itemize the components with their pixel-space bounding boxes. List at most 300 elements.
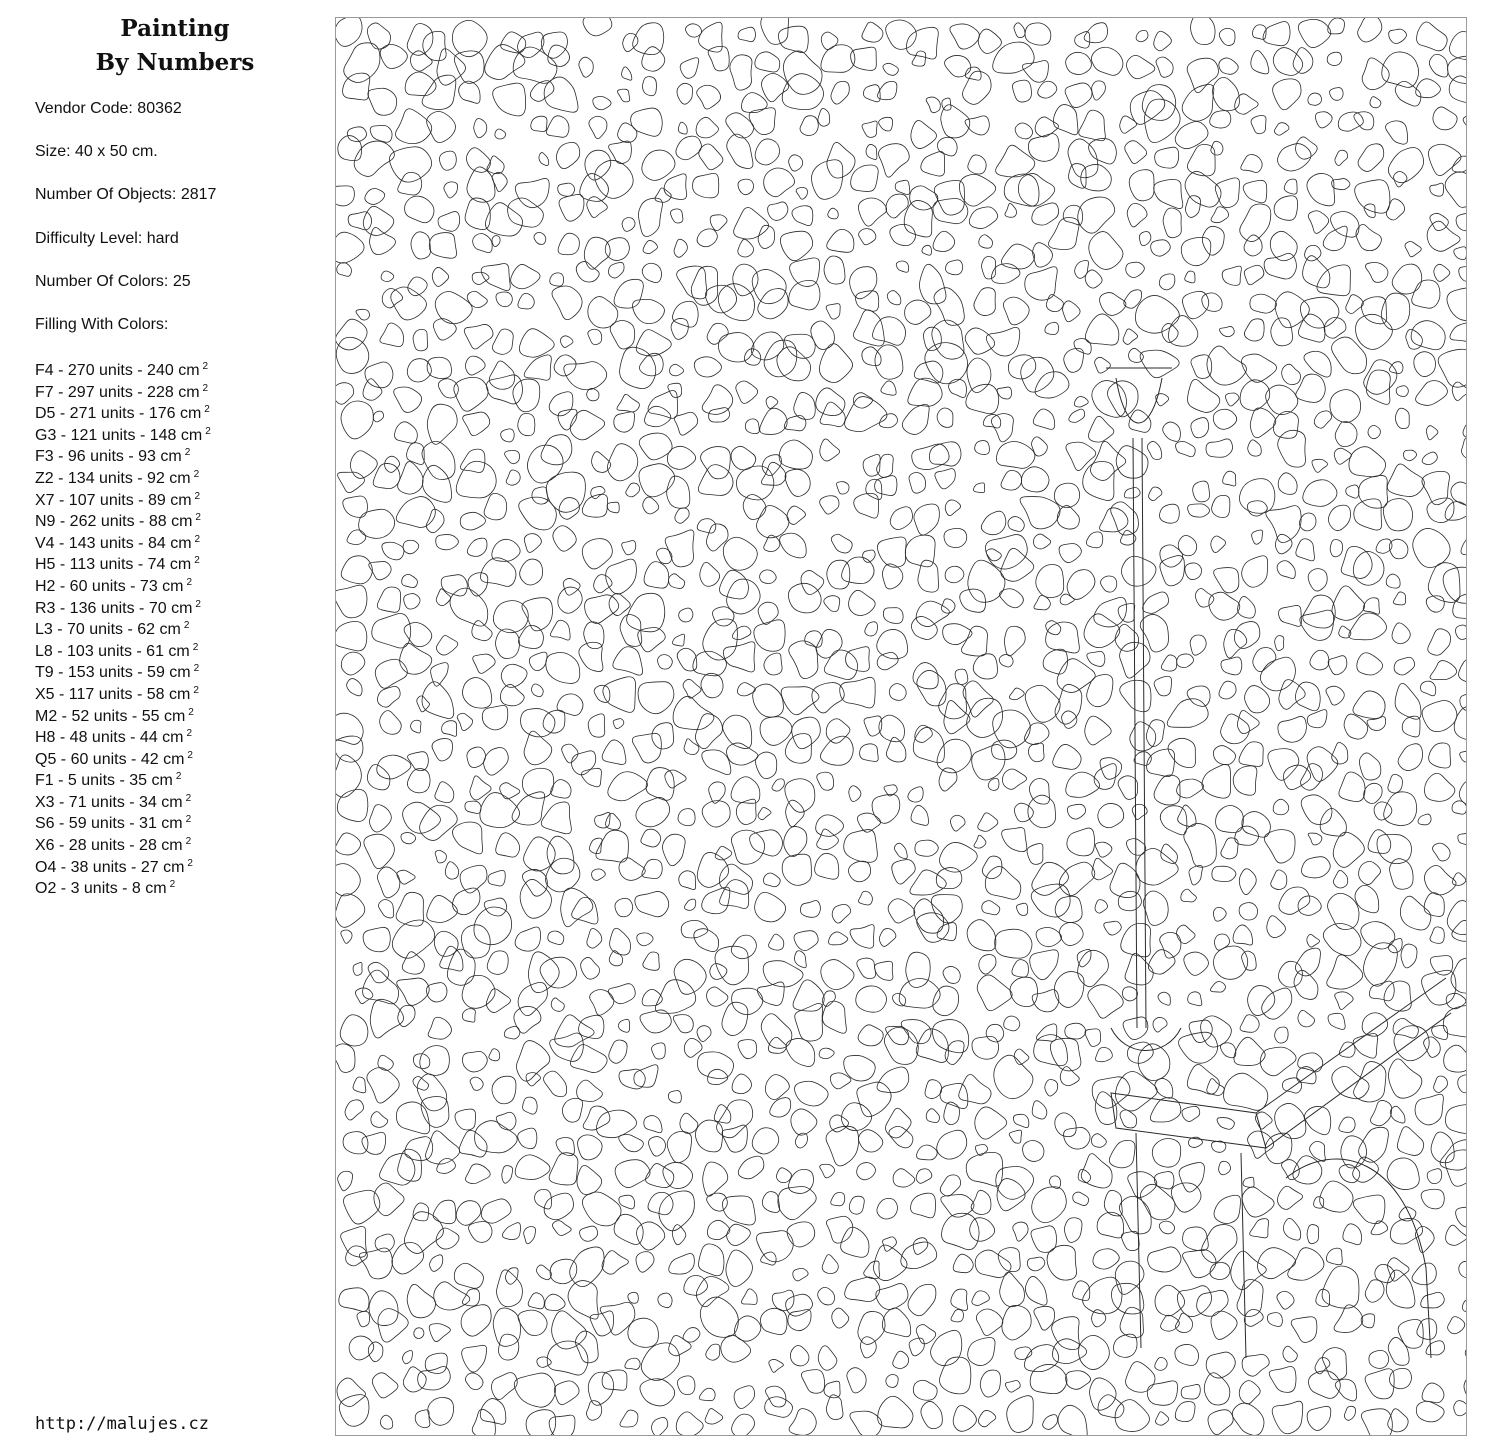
color-item <box>35 680 325 702</box>
region-outline <box>824 256 845 284</box>
region-outline <box>613 647 643 675</box>
region-outline <box>811 321 835 349</box>
region-outline <box>820 402 845 427</box>
region-outline <box>879 144 910 177</box>
region-outline <box>473 234 493 253</box>
region-outline <box>1358 144 1384 172</box>
region-outline <box>1223 471 1236 486</box>
region-outline <box>1085 1029 1101 1047</box>
region-outline <box>857 1163 876 1180</box>
region-outline <box>699 22 723 52</box>
region-outline <box>1346 485 1359 498</box>
region-outline <box>1149 487 1162 501</box>
region-outline <box>824 650 857 680</box>
region-outline <box>1244 1309 1263 1326</box>
website-link[interactable]: http://malujes.cz <box>35 1414 209 1434</box>
region-outline <box>427 895 458 922</box>
region-outline <box>603 677 636 713</box>
region-outline <box>492 236 500 247</box>
region-outline <box>1465 1348 1466 1358</box>
region-outline <box>1328 1013 1345 1029</box>
region-outline <box>1158 992 1170 1005</box>
region-outline <box>1328 505 1350 530</box>
region-outline <box>906 27 938 59</box>
region-outline <box>359 509 395 538</box>
region-outline <box>402 1351 412 1364</box>
region-outline <box>1461 538 1466 555</box>
region-outline <box>1273 411 1298 438</box>
region-outline <box>487 951 508 974</box>
region-outline <box>550 273 564 286</box>
region-outline <box>1272 1401 1303 1434</box>
region-outline <box>780 231 812 260</box>
region-outline <box>1426 1341 1445 1355</box>
region-outline <box>493 83 526 116</box>
region-outline <box>757 505 789 537</box>
region-outline <box>1406 329 1423 349</box>
region-outline <box>638 198 662 236</box>
region-outline <box>677 1376 695 1395</box>
region-outline <box>844 830 878 863</box>
color-item <box>35 874 325 896</box>
region-outline <box>484 748 509 776</box>
region-outline <box>579 642 603 671</box>
region-outline <box>697 1052 733 1079</box>
region-outline <box>1185 271 1195 283</box>
region-outline <box>758 225 775 248</box>
region-outline <box>610 928 631 955</box>
region-outline <box>1153 1017 1167 1032</box>
region-outline <box>429 233 456 259</box>
region-outline <box>367 1068 399 1103</box>
region-outline <box>1021 357 1054 392</box>
region-outline <box>1091 47 1122 75</box>
region-outline <box>1030 950 1059 980</box>
region-outline <box>1414 352 1436 377</box>
region-outline <box>669 1336 692 1356</box>
region-outline <box>539 153 549 166</box>
region-outline <box>1004 626 1025 656</box>
region-outline <box>594 575 612 593</box>
region-outline <box>1461 438 1466 458</box>
region-outline <box>1338 112 1363 131</box>
region-outline <box>1277 1186 1302 1209</box>
region-outline <box>1239 479 1274 514</box>
region-outline <box>995 929 1032 958</box>
region-outline <box>1143 592 1169 613</box>
region-outline <box>1143 891 1168 925</box>
region-outline <box>1075 32 1090 49</box>
region-outline <box>623 33 638 51</box>
color-item-unit-exponent: 2 <box>194 490 201 502</box>
region-outline <box>570 410 604 440</box>
region-outline <box>513 379 540 412</box>
region-outline <box>1097 1212 1124 1238</box>
region-outline <box>1332 337 1367 374</box>
region-outline <box>1353 1195 1385 1224</box>
color-item <box>35 658 325 680</box>
region-outline <box>1107 381 1138 417</box>
region-outline <box>1343 1224 1362 1245</box>
region-outline <box>818 108 830 126</box>
region-outline <box>496 1112 516 1130</box>
region-outline <box>950 815 965 831</box>
region-outline <box>1031 1226 1057 1253</box>
region-outline <box>1140 350 1179 378</box>
region-outline <box>1263 21 1290 45</box>
region-outline <box>1242 812 1271 838</box>
region-outline <box>732 626 751 639</box>
region-outline <box>549 392 573 416</box>
region-outline <box>461 925 490 958</box>
region-outline <box>608 262 624 278</box>
region-outline <box>837 482 850 494</box>
region-outline <box>1239 742 1263 767</box>
region-outline <box>1327 955 1363 989</box>
region-outline <box>1178 536 1197 556</box>
region-outline <box>518 293 534 309</box>
region-outline <box>558 233 579 255</box>
region-outline <box>1278 473 1297 495</box>
region-outline <box>1239 903 1258 920</box>
color-item <box>35 507 325 529</box>
region-outline <box>501 429 515 442</box>
region-outline <box>826 1216 852 1243</box>
region-outline <box>1434 1076 1448 1093</box>
region-outline <box>890 224 916 245</box>
region-outline <box>1327 52 1342 65</box>
region-outline <box>1224 1073 1268 1110</box>
region-outline <box>585 595 619 624</box>
region-outline <box>1359 475 1388 508</box>
region-outline <box>402 574 418 587</box>
region-outline <box>1120 116 1137 133</box>
region-outline <box>1150 1098 1180 1122</box>
region-outline <box>882 564 903 589</box>
region-outline <box>404 594 420 610</box>
region-outline <box>552 1311 587 1349</box>
region-outline <box>766 397 778 409</box>
region-outline <box>908 378 942 406</box>
region-outline <box>981 511 1006 535</box>
region-outline <box>1088 985 1123 1018</box>
region-outline <box>1430 213 1449 230</box>
region-outline <box>963 681 993 717</box>
region-outline <box>1018 174 1054 207</box>
region-outline <box>529 652 547 670</box>
region-outline <box>1016 903 1027 915</box>
region-outline <box>1155 147 1179 168</box>
region-outline <box>1020 497 1060 529</box>
color-item <box>35 723 325 745</box>
region-outline <box>336 186 354 206</box>
region-outline <box>618 89 630 102</box>
region-outline <box>547 836 574 874</box>
region-outline <box>1458 832 1466 845</box>
region-outline <box>1353 691 1385 719</box>
color-item-unit-exponent: 2 <box>193 684 199 696</box>
region-outline <box>1032 1101 1047 1119</box>
region-outline <box>673 696 714 729</box>
region-outline <box>608 772 648 801</box>
region-outline <box>1418 814 1431 825</box>
region-outline <box>1090 1378 1117 1410</box>
region-outline <box>1212 866 1236 881</box>
region-outline <box>560 336 573 348</box>
region-outline <box>546 858 580 892</box>
region-outline <box>480 793 520 828</box>
region-outline <box>1003 297 1029 325</box>
region-outline <box>1007 1396 1033 1433</box>
region-outline <box>841 1227 869 1257</box>
region-outline <box>1274 123 1289 136</box>
region-outline <box>1160 504 1180 523</box>
region-outline <box>1179 1163 1204 1193</box>
region-outline <box>432 267 448 286</box>
region-outline <box>1323 923 1361 955</box>
region-outline <box>403 540 419 554</box>
region-outline <box>442 721 457 737</box>
region-outline <box>679 871 696 890</box>
region-outline <box>628 1318 659 1347</box>
region-outline <box>701 673 723 698</box>
region-outline <box>816 388 845 416</box>
region-outline <box>518 1128 537 1149</box>
region-outline <box>1140 614 1168 652</box>
region-outline <box>849 786 861 802</box>
region-outline <box>683 1328 700 1343</box>
region-outline <box>643 952 660 970</box>
region-outline <box>1377 834 1411 863</box>
region-outline <box>910 870 946 895</box>
region-outline <box>1273 48 1302 76</box>
region-outline <box>1098 1395 1124 1418</box>
region-outline <box>346 1246 368 1266</box>
color-item-unit-exponent: 2 <box>202 382 209 394</box>
region-outline <box>698 465 733 496</box>
region-outline <box>374 1183 404 1216</box>
region-outline <box>1387 1158 1419 1190</box>
region-outline <box>937 408 953 427</box>
region-outline <box>1240 380 1270 411</box>
region-outline <box>676 136 702 160</box>
region-outline <box>345 1100 364 1120</box>
region-outline <box>496 629 520 659</box>
region-outline <box>589 116 607 138</box>
region-outline <box>347 679 362 696</box>
region-outline <box>998 1248 1020 1272</box>
region-outline <box>1310 1142 1326 1162</box>
region-outline <box>1030 1364 1067 1393</box>
region-outline <box>1219 58 1238 74</box>
region-outline <box>336 621 367 650</box>
region-outline <box>1085 716 1111 745</box>
region-outline <box>801 570 824 594</box>
region-outline <box>789 1169 814 1193</box>
region-outline <box>830 1073 851 1089</box>
region-outline <box>382 542 404 560</box>
region-outline <box>945 55 971 77</box>
region-outline <box>617 394 640 412</box>
region-outline <box>866 144 877 159</box>
region-outline <box>980 1370 1000 1397</box>
region-outline <box>1430 956 1452 975</box>
region-outline <box>788 583 821 613</box>
region-outline <box>901 1020 931 1044</box>
region-outline <box>777 347 811 381</box>
region-outline <box>706 1344 720 1360</box>
region-outline <box>778 26 808 52</box>
region-outline <box>341 556 372 584</box>
region-outline <box>1209 592 1240 620</box>
region-outline <box>1415 1226 1434 1252</box>
region-outline <box>501 664 527 687</box>
region-outline <box>1084 23 1107 43</box>
region-outline <box>1405 242 1421 257</box>
region-outline <box>983 414 1000 428</box>
region-outline <box>1094 764 1116 790</box>
region-outline <box>1428 144 1461 175</box>
region-outline <box>1067 828 1095 856</box>
region-outline <box>456 1201 481 1226</box>
region-outline <box>699 1244 724 1276</box>
region-outline <box>1067 570 1095 600</box>
region-outline <box>1430 183 1444 196</box>
region-outline <box>874 1245 908 1281</box>
region-outline <box>1187 379 1219 412</box>
region-outline <box>557 694 583 716</box>
region-outline <box>684 1038 702 1057</box>
region-outline <box>1448 56 1466 83</box>
coloring-canvas <box>335 17 1467 1436</box>
region-outline <box>760 408 787 434</box>
region-outline <box>1353 551 1384 585</box>
region-outline <box>877 454 894 477</box>
color-item-text: Z2 - 134 units - 92 cm <box>35 469 191 487</box>
region-outline <box>640 1379 675 1406</box>
region-outline <box>348 212 371 230</box>
region-outline <box>1053 105 1078 135</box>
region-outline <box>940 1175 960 1196</box>
region-outline <box>631 108 663 136</box>
region-outline <box>1151 240 1171 256</box>
region-outline <box>1291 1317 1317 1343</box>
region-outline <box>1464 1378 1466 1396</box>
region-outline <box>407 1284 435 1317</box>
region-outline <box>444 182 458 198</box>
color-item-text: G3 - 121 units - 148 cm <box>35 426 203 444</box>
region-outline <box>967 358 991 393</box>
region-outline <box>979 235 993 248</box>
region-outline <box>991 414 1013 442</box>
region-outline <box>1273 799 1289 815</box>
region-outline <box>1057 506 1079 530</box>
region-outline <box>1087 651 1105 666</box>
region-outline <box>544 1193 573 1220</box>
region-outline <box>696 1276 729 1306</box>
region-outline <box>356 309 370 320</box>
region-outline <box>732 1074 751 1094</box>
region-outline <box>1036 565 1064 598</box>
region-outline <box>512 792 545 825</box>
region-outline <box>502 1166 513 1184</box>
region-outline <box>336 1044 355 1073</box>
region-outline <box>1012 80 1031 102</box>
region-outline <box>933 231 955 251</box>
region-outline <box>1416 79 1441 98</box>
region-outline <box>1324 317 1346 338</box>
region-outline <box>1235 94 1258 114</box>
region-outline <box>436 636 457 656</box>
region-outline <box>944 1102 960 1125</box>
region-outline <box>677 83 693 104</box>
region-outline <box>354 141 394 176</box>
region-outline <box>398 172 422 195</box>
region-outline <box>1176 441 1196 456</box>
region-outline <box>1177 1286 1211 1317</box>
region-outline <box>336 894 365 928</box>
region-outline <box>695 1120 722 1152</box>
region-outline <box>505 450 520 463</box>
region-outline <box>1079 1335 1110 1369</box>
color-item-text: L3 - 70 units - 62 cm <box>35 621 181 639</box>
region-outline <box>1054 972 1084 1008</box>
region-outline <box>1283 1218 1300 1240</box>
color-item <box>35 378 325 400</box>
region-outline <box>680 1113 698 1133</box>
region-outline <box>1392 623 1410 644</box>
region-outline <box>1386 199 1404 220</box>
region-outline <box>372 614 411 648</box>
region-outline <box>738 1156 764 1179</box>
region-outline <box>549 1153 578 1185</box>
region-outline <box>826 719 850 743</box>
region-outline <box>1356 225 1381 251</box>
region-outline <box>340 1015 368 1046</box>
region-outline <box>901 1242 937 1269</box>
region-outline <box>1359 861 1381 884</box>
region-outline <box>862 22 883 42</box>
objects-count: Number Of Objects: 2817 <box>35 186 217 204</box>
region-outline <box>492 329 513 354</box>
region-outline <box>1354 1062 1386 1102</box>
region-outline <box>1386 574 1400 588</box>
region-outline <box>561 888 593 927</box>
region-outline <box>812 683 844 713</box>
region-outline <box>877 537 906 567</box>
region-outline <box>546 652 580 683</box>
region-outline <box>1353 1034 1377 1059</box>
region-outline <box>877 1067 909 1092</box>
region-outline <box>487 156 504 174</box>
info-panel <box>35 98 325 357</box>
region-outline <box>790 1346 809 1366</box>
region-outline <box>445 862 458 879</box>
region-outline <box>1447 288 1466 321</box>
region-outline <box>678 809 695 826</box>
region-outline <box>1355 180 1390 213</box>
region-outline <box>1438 349 1466 387</box>
region-outline <box>641 829 661 847</box>
region-outline <box>1390 1368 1412 1388</box>
region-outline <box>697 519 716 534</box>
region-outline <box>1283 1346 1297 1362</box>
region-outline <box>1392 264 1422 294</box>
region-outline <box>605 238 629 261</box>
region-outline <box>422 465 451 502</box>
region-outline <box>1383 499 1412 531</box>
region-outline <box>762 1192 779 1213</box>
